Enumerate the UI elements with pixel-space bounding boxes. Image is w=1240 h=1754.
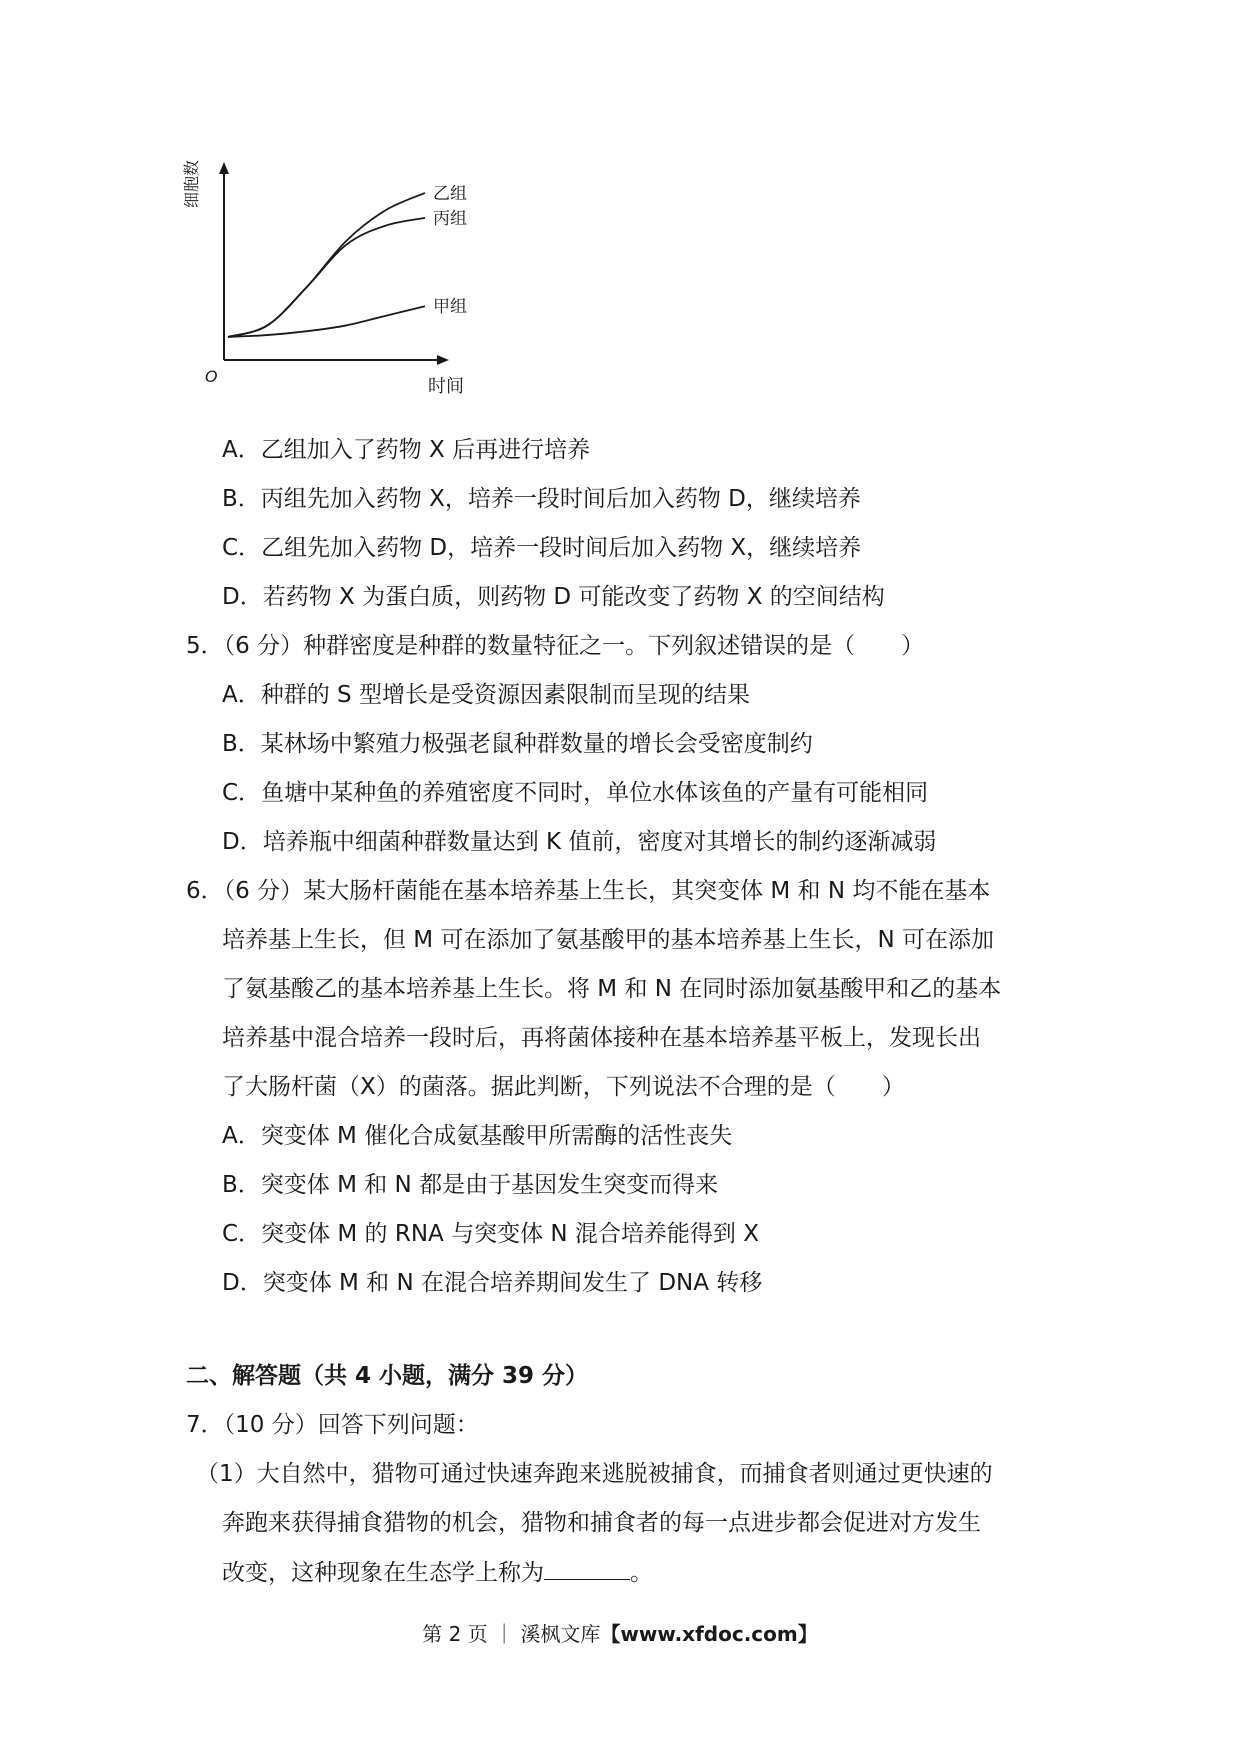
q7-stem: 7．（10 分）回答下列问题： [186, 1412, 479, 1438]
q4-option-a: A．乙组加入了药物 X 后再进行培养 [222, 437, 591, 463]
q7-part1-line-3: 改变，这种现象在生态学上称为 。 [222, 1557, 653, 1588]
page-footer [0, 1620, 1240, 1648]
q5-option-b: B．某林场中繁殖力极强老鼠种群数量的增长会受密度制约 [222, 731, 813, 757]
q5-option-c: C．鱼塘中某种鱼的养殖密度不同时，单位水体该鱼的产量有可能相同 [222, 780, 929, 806]
q6-stem-line-5: 了大肠杆菌（X）的菌落。据此判断，下列说法不合理的是（ ） [222, 1074, 905, 1100]
series-line-2 [228, 218, 425, 337]
q6-option-d: D．突变体 M 和 N 在混合培养期间发生了 DNA 转移 [222, 1270, 763, 1296]
series-label-2: 丙组 [433, 208, 467, 229]
footer-page-number: 第 2 页 [422, 1622, 488, 1646]
q4-option-d: D．若药物 X 为蛋白质，则药物 D 可能改变了药物 X 的空间结构 [222, 584, 885, 610]
q4-option-b: B．丙组先加入药物 X，培养一段时间后加入药物 D，继续培养 [222, 486, 861, 512]
chart-svg [182, 159, 525, 405]
footer-source: 溪枫文库 [520, 1622, 601, 1646]
q7-part1-line-1: （1）大自然中，猎物可通过快速奔跑来逃脱被捕食，而捕食者则通过更快速的 [196, 1461, 993, 1487]
q5-stem: 5．（6 分）种群密度是种群的数量特征之一。下列叙述错误的是（ ） [186, 633, 925, 659]
q6-option-a: A．突变体 M 催化合成氨基酸甲所需酶的活性丧失 [222, 1123, 733, 1149]
q7-part1-line-2: 奔跑来获得捕食猎物的机会，猎物和捕食者的每一点进步都会促进对方发生 [222, 1510, 981, 1536]
y-axis-label: 细胞数 [182, 159, 201, 208]
answer-blank[interactable] [544, 1557, 630, 1580]
q6-stem-line-2: 培养基上生长，但 M 可在添加了氨基酸甲的基本培养基上生长，N 可在添加 [222, 927, 994, 953]
series-label-1: 乙组 [433, 183, 467, 204]
q5-option-a: A．种群的 S 型增长是受资源因素限制而呈现的结果 [222, 682, 750, 708]
q4-option-c: C．乙组先加入药物 D，培养一段时间后加入药物 X，继续培养 [222, 535, 862, 561]
section-heading: 二、解答题（共 4 小题，满分 39 分） [186, 1363, 589, 1389]
q6-stem-line-4: 培养基中混合培养一段时后，再将菌体接种在基本培养基平板上，发现长出 [222, 1025, 981, 1051]
x-axis-label: 时间 [428, 376, 464, 397]
q5-option-d: D．培养瓶中细菌种群数量达到 K 值前，密度对其增长的制约逐渐减弱 [222, 829, 937, 855]
q6-option-c: C．突变体 M 的 RNA 与突变体 N 混合培养能得到 X [222, 1221, 759, 1247]
x-axis-arrow [437, 355, 449, 365]
q6-stem-line-1: 6．（6 分）某大肠杆菌能在基本培养基上生长，其突变体 M 和 N 均不能在基本 [186, 878, 991, 904]
footer-separator: ｜ [494, 1622, 515, 1646]
q6-option-b: B．突变体 M 和 N 都是由于基因发生突变而得来 [222, 1172, 719, 1198]
series-label-3: 甲组 [433, 297, 467, 318]
footer-site-link[interactable]: 【www.xfdoc.com】 [600, 1622, 818, 1646]
series-line-3 [228, 306, 425, 337]
y-axis-arrow [219, 162, 229, 174]
origin-label: O [205, 367, 218, 386]
cell-count-chart [182, 159, 525, 405]
q6-stem-line-3: 了氨基酸乙的基本培养基上生长。将 M 和 N 在同时添加氨基酸甲和乙的基本 [222, 976, 1002, 1002]
